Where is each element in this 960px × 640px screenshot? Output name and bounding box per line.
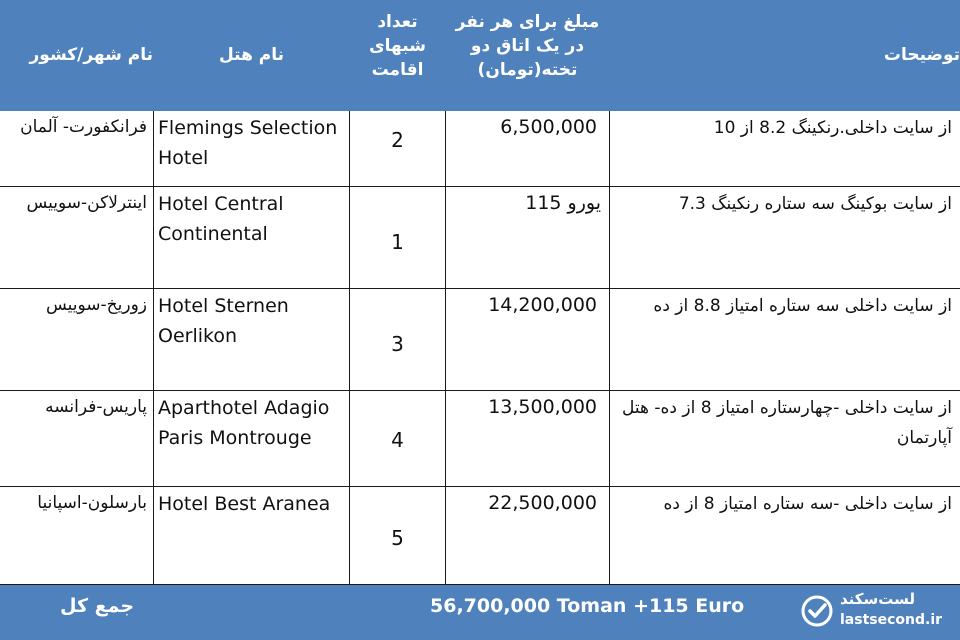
- cell-city: بارسلون-اسپانیا: [0, 487, 154, 585]
- header-hotel: نام هتل: [154, 0, 350, 111]
- watermark-en: lastsecond.ir: [840, 612, 943, 628]
- cell-hotel: Hotel Sternen Oerlikon: [154, 289, 350, 391]
- header-price: مبلغ برای هر نفر در یک اتاق دو تخته(تومان): [446, 0, 610, 111]
- header-notes: توضیحات: [610, 0, 960, 111]
- header-nights: تعداد شبهای اقامت: [350, 0, 446, 111]
- cell-hotel: Hotel Best Aranea: [154, 487, 350, 585]
- cell-nights: 1: [350, 187, 446, 289]
- cell-hotel: Flemings Selection Hotel: [154, 111, 350, 187]
- check-badge-icon: [800, 594, 834, 628]
- cell-city: فرانکفورت- آلمان: [0, 111, 154, 187]
- watermark-logo: [800, 588, 956, 636]
- cell-nights: 5: [350, 487, 446, 585]
- cell-notes: از سایت داخلی -سه ستاره امتیاز 8 از ده: [610, 487, 960, 585]
- cell-city: اینترلاکن-سوییس: [0, 187, 154, 289]
- cell-nights: 3: [350, 289, 446, 391]
- cell-price: یورو 115: [446, 187, 610, 289]
- header-city: نام شهر/کشور: [0, 0, 154, 111]
- cell-notes: از سایت داخلی.رنکینگ 8.2 از 10: [610, 111, 960, 187]
- cell-city: زوریخ-سوییس: [0, 289, 154, 391]
- cell-nights: 2: [350, 111, 446, 187]
- cell-notes: از سایت داخلی -چهارستاره امتیاز 8 از ده- هتل آپارتمان: [610, 391, 960, 487]
- cell-price: 14,200,000: [446, 289, 610, 391]
- cell-notes: از سایت داخلی سه ستاره امتیاز 8.8 از ده: [610, 289, 960, 391]
- cell-price: 6,500,000: [446, 111, 610, 187]
- watermark-fa: لست‌سکند: [840, 590, 916, 608]
- cell-notes: از سایت بوکینگ سه ستاره رنکینگ 7.3: [610, 187, 960, 289]
- cell-hotel: Aparthotel Adagio Paris Montrouge: [154, 391, 350, 487]
- cell-price: 22,500,000: [446, 487, 610, 585]
- cell-nights: 4: [350, 391, 446, 487]
- total-label: جمع کل: [60, 595, 135, 617]
- cell-hotel: Hotel Central Continental: [154, 187, 350, 289]
- total-value: 56,700,000 Toman +115 Euro: [430, 595, 745, 617]
- cell-city: پاریس-فرانسه: [0, 391, 154, 487]
- cell-price: 13,500,000: [446, 391, 610, 487]
